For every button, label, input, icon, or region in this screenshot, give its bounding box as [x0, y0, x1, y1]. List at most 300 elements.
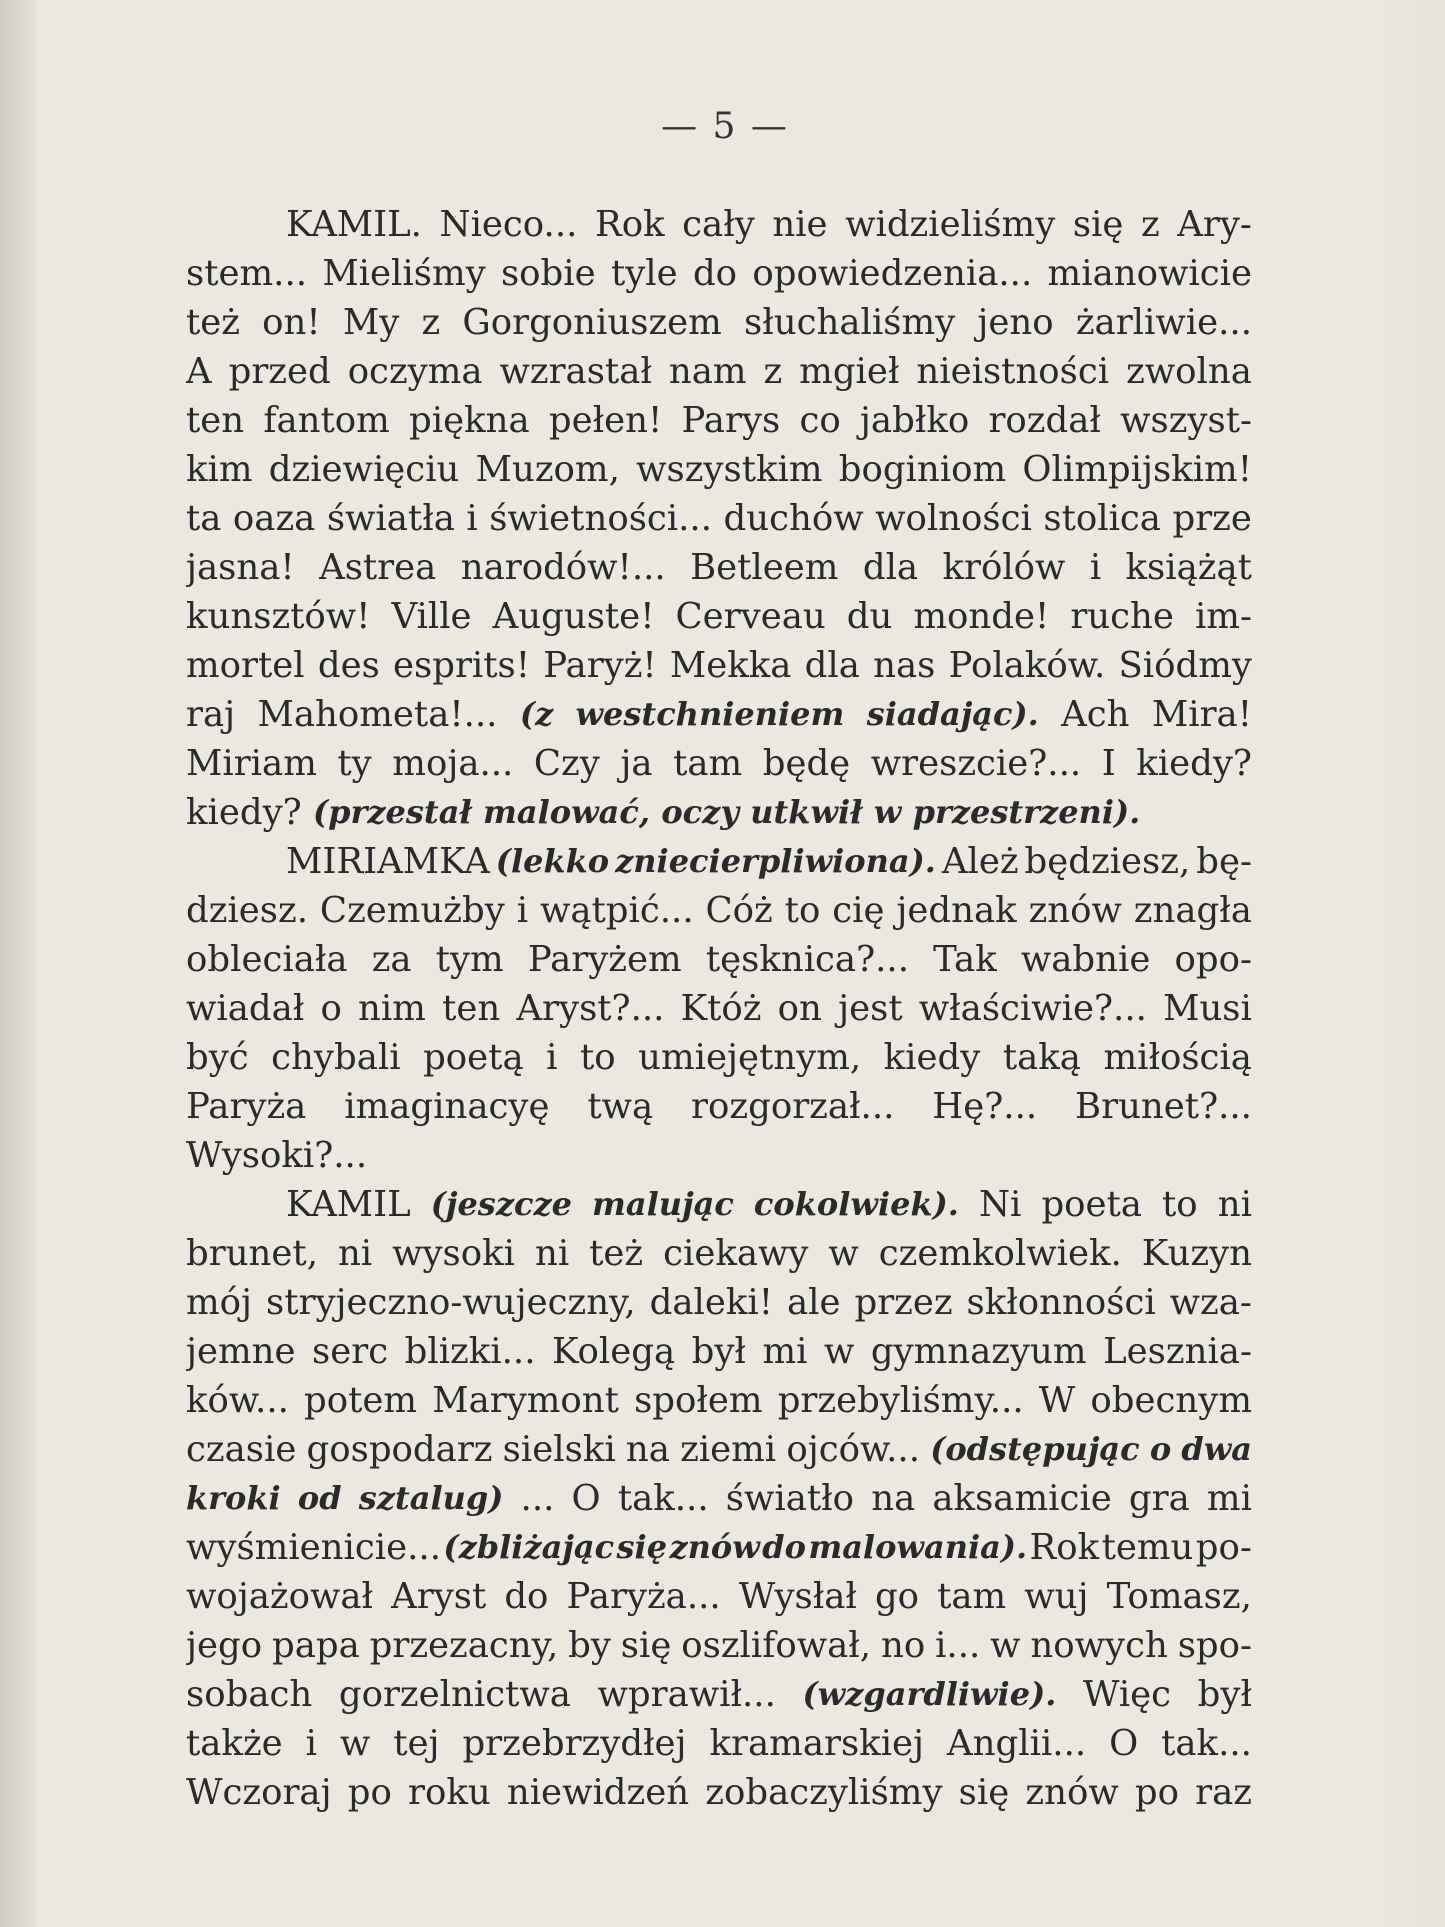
- word: Paryża...: [566, 1576, 721, 1617]
- word: Któż: [680, 988, 762, 1029]
- word: I: [1101, 743, 1116, 784]
- word: Aryst?...: [516, 988, 665, 1029]
- word: kramarskiej: [709, 1723, 925, 1764]
- word: poeta: [1041, 1184, 1142, 1225]
- word: ni: [1217, 1184, 1252, 1225]
- word: być: [186, 1037, 249, 1078]
- word: KAMIL.: [286, 204, 422, 245]
- word: daleki!: [649, 1282, 774, 1323]
- word: wszyst-: [1120, 400, 1252, 441]
- word: mój: [186, 1282, 253, 1323]
- word: mi: [1206, 1478, 1252, 1519]
- word: sobach: [186, 1674, 313, 1715]
- word: mi: [762, 1331, 808, 1372]
- word: O: [1109, 1723, 1139, 1764]
- word: w: [990, 1625, 1021, 1666]
- stage-direction-word: siadając).: [866, 695, 1039, 733]
- word: Muzom,: [475, 449, 620, 490]
- word: nim: [358, 988, 426, 1029]
- word: to: [1162, 1184, 1198, 1225]
- word: KAMIL: [286, 1184, 411, 1225]
- word: wysoki: [392, 1233, 516, 1274]
- word: z: [763, 351, 783, 392]
- word: wprawił...: [597, 1674, 776, 1715]
- word: Wysłał: [738, 1576, 857, 1617]
- word: i: [1089, 547, 1102, 588]
- word: przed: [228, 351, 331, 392]
- word: tam: [673, 743, 743, 784]
- word: aksamicie: [932, 1478, 1112, 1519]
- word: rozgorzał...: [691, 1086, 895, 1127]
- word: Mira!: [1151, 694, 1252, 735]
- word: Anglii...: [947, 1723, 1087, 1764]
- word: wojażował: [186, 1576, 374, 1617]
- text-line: [186, 1768, 1252, 1817]
- word: królów: [942, 547, 1066, 588]
- word: monde!: [913, 596, 1050, 637]
- body-text: [186, 200, 1252, 1817]
- word: wyśmienicie...: [186, 1527, 442, 1568]
- word: dziesz.: [186, 890, 308, 931]
- word: o: [320, 988, 342, 1029]
- word: Ville: [391, 596, 472, 637]
- word: przezacny,: [369, 1625, 559, 1666]
- word: Ary-: [1177, 204, 1252, 245]
- word: się: [620, 1625, 672, 1666]
- text-line: [186, 1425, 1252, 1474]
- word: Mekka: [669, 645, 792, 686]
- word: wzrastał: [499, 351, 652, 392]
- word: opo-: [1174, 939, 1252, 980]
- word: nieistności: [916, 351, 1110, 392]
- word: kiedy: [883, 1037, 981, 1078]
- word: i: [466, 498, 478, 539]
- stage-direction-word: przestrzeni).: [912, 793, 1141, 831]
- word: na: [871, 1478, 916, 1519]
- text-line: [186, 1180, 1252, 1229]
- word: Gorgoniuszem: [462, 302, 722, 343]
- page-gutter-shadow: [0, 0, 38, 1927]
- word: słuchaliśmy: [744, 302, 956, 343]
- text-line: [186, 249, 1252, 298]
- word: jasna!: [186, 547, 295, 588]
- word: skłonności: [966, 1282, 1156, 1323]
- word: oaza: [232, 498, 316, 539]
- stage-direction-word: (jeszcze: [430, 1185, 572, 1223]
- word: Olimpijskim!: [1022, 449, 1252, 490]
- stage-direction-word: w: [873, 793, 902, 831]
- stage-direction-word: (odstępując: [930, 1430, 1140, 1468]
- word: Parys: [681, 400, 781, 441]
- word: spo-: [1177, 1625, 1252, 1666]
- word: Tak: [933, 939, 997, 980]
- word: ten: [442, 988, 501, 1029]
- word: bę-: [1196, 841, 1252, 882]
- word: się: [958, 1772, 1010, 1813]
- text-line: [186, 347, 1252, 396]
- stage-direction-word: (zbliżając: [443, 1528, 615, 1566]
- word-space: [739, 788, 750, 837]
- stage-direction-word: się: [616, 1528, 668, 1566]
- stage-direction-word: kroki: [186, 1479, 281, 1517]
- word-space: [302, 788, 313, 837]
- word: no: [880, 1625, 926, 1666]
- word: papa: [271, 1625, 360, 1666]
- stage-direction-word: do: [762, 1528, 806, 1566]
- word: też: [589, 1233, 644, 1274]
- stage-direction-word: westchnieniem: [575, 695, 845, 733]
- stage-direction-word: malować,: [483, 793, 651, 831]
- word: czemkolwiek.: [878, 1233, 1122, 1274]
- word: im-: [1194, 596, 1252, 637]
- word: żarliwie...: [1075, 302, 1252, 343]
- word: Cerveau: [675, 596, 826, 637]
- word: My: [342, 302, 400, 343]
- text-line: [186, 1082, 1252, 1131]
- word: blizki...: [404, 1331, 536, 1372]
- word: brunet,: [186, 1233, 318, 1274]
- word-space: [472, 788, 483, 837]
- word: wuj: [1024, 1576, 1089, 1617]
- word: sobie: [500, 253, 596, 294]
- word: kiedy?: [1136, 743, 1252, 784]
- word: w: [339, 1723, 371, 1764]
- word: Betleem: [690, 547, 839, 588]
- text-line: [186, 788, 1252, 837]
- word: po-: [1195, 1527, 1252, 1568]
- word: Wysoki?...: [186, 1135, 368, 1176]
- word: co: [799, 400, 841, 441]
- text-line: [186, 200, 1252, 249]
- word: był: [691, 1331, 746, 1372]
- text-line: [186, 1523, 1252, 1572]
- word: by: [568, 1625, 611, 1666]
- word: przebrzydłej: [462, 1723, 687, 1764]
- word: nowych: [1030, 1625, 1168, 1666]
- word: będziesz,: [1024, 841, 1191, 882]
- word: także: [186, 1723, 283, 1764]
- word: po: [347, 1772, 392, 1813]
- word: i: [516, 890, 529, 931]
- word: raj: [186, 694, 236, 735]
- word: stolica: [1043, 498, 1161, 539]
- word: znów: [1025, 1772, 1119, 1813]
- word: wolności: [875, 498, 1032, 539]
- word: Auguste!: [492, 596, 655, 637]
- word: Musi: [1163, 988, 1252, 1029]
- text-line: [186, 935, 1252, 984]
- word: stem...: [186, 253, 308, 294]
- word: tyle: [610, 253, 678, 294]
- word-space: [650, 788, 661, 837]
- word: jest: [838, 988, 903, 1029]
- word: A: [186, 351, 212, 392]
- word: miłością: [1103, 1037, 1252, 1078]
- word: za: [371, 939, 412, 980]
- word: moja...: [392, 743, 514, 784]
- stage-direction-word: od: [297, 1479, 342, 1517]
- text-line: [186, 739, 1252, 788]
- word: ten: [186, 400, 245, 441]
- word: on!: [262, 302, 321, 343]
- text-line: [186, 1572, 1252, 1621]
- stage-direction-word: cokolwiek).: [753, 1185, 959, 1223]
- word: ja: [620, 743, 653, 784]
- stage-direction-word: dwa: [1181, 1430, 1252, 1468]
- text-line: [186, 1131, 1252, 1180]
- word: obecnym: [1090, 1380, 1252, 1421]
- stage-direction-word: (lekko: [495, 842, 610, 880]
- word: umiejętnym,: [638, 1037, 862, 1078]
- word: i: [305, 1723, 317, 1764]
- word: znagła: [1133, 890, 1252, 931]
- word: społem: [634, 1380, 763, 1421]
- stage-direction-word: oczy: [661, 793, 739, 831]
- word: Marymont: [432, 1380, 619, 1421]
- stage-direction-word: (z: [519, 695, 554, 733]
- word: był: [1197, 1674, 1252, 1715]
- word: to: [579, 1037, 616, 1078]
- word: tak...: [1161, 1723, 1252, 1764]
- word: Rok: [1029, 1527, 1100, 1568]
- word: tęsknica?...: [705, 939, 909, 980]
- word: z: [1140, 204, 1160, 245]
- word: esprits!: [393, 645, 531, 686]
- word: po: [1134, 1772, 1179, 1813]
- word: Ach: [1061, 694, 1130, 735]
- text-line: [186, 543, 1252, 592]
- word: Cóż: [705, 890, 773, 931]
- text-line: [186, 298, 1252, 347]
- word: gospodarz: [306, 1429, 493, 1470]
- word: do: [504, 1576, 549, 1617]
- text-line: [186, 837, 1252, 886]
- word: Polaków.: [948, 645, 1106, 686]
- word: wabnie: [1020, 939, 1151, 980]
- stage-direction-word: sztalug): [358, 1479, 504, 1517]
- word: Aryst: [391, 1576, 487, 1617]
- word: na: [625, 1429, 670, 1470]
- stage-direction-word: o: [1149, 1430, 1172, 1468]
- word: oczyma: [347, 351, 483, 392]
- text-line: [186, 1719, 1252, 1768]
- word: zobaczyliśmy: [705, 1772, 943, 1813]
- word: du: [846, 596, 893, 637]
- word: kiedy?: [186, 792, 302, 833]
- word: ta: [186, 498, 222, 539]
- word: on: [777, 988, 822, 1029]
- word: światła: [326, 498, 455, 539]
- word: ale: [786, 1282, 841, 1323]
- word: pełen!: [548, 400, 663, 441]
- word: cały: [682, 204, 755, 245]
- word: Astrea: [319, 547, 437, 588]
- word: Rok: [594, 204, 665, 245]
- word: piękna: [409, 400, 530, 441]
- word: kim: [186, 449, 253, 490]
- word: tym: [435, 939, 504, 980]
- stage-direction-word: (wzgardliwie).: [802, 1675, 1057, 1713]
- word: mortel: [186, 645, 305, 686]
- word: Ni: [978, 1184, 1022, 1225]
- stage-direction-word: zniecierpliwiona).: [615, 842, 936, 880]
- word: obleciała: [186, 939, 348, 980]
- word: nie: [772, 204, 828, 245]
- word: chybali: [271, 1037, 401, 1078]
- word: wszystkim: [636, 449, 823, 490]
- word: Więc: [1082, 1674, 1172, 1715]
- text-line: [186, 1278, 1252, 1327]
- word: ojców...: [786, 1429, 921, 1470]
- word: O: [571, 1478, 601, 1519]
- stage-direction-word: (przestał: [312, 793, 472, 831]
- word: rozdał: [988, 400, 1101, 441]
- word: ni: [337, 1233, 373, 1274]
- word: Ależ: [941, 841, 1019, 882]
- word: Czy: [533, 743, 600, 784]
- word: widzieliśmy: [845, 204, 1056, 245]
- word: przez: [854, 1282, 953, 1323]
- text-line: [186, 592, 1252, 641]
- word: Siódmy: [1118, 645, 1252, 686]
- word: duchów: [723, 498, 864, 539]
- word: się: [1072, 204, 1124, 245]
- word: nam: [668, 351, 747, 392]
- word: Mahometa!...: [257, 694, 498, 735]
- word: narodów!...: [460, 547, 666, 588]
- word: będę: [762, 743, 851, 784]
- word: zwolna: [1126, 351, 1252, 392]
- word: przebyliśmy...: [777, 1380, 1024, 1421]
- word: Kuzyn: [1141, 1233, 1252, 1274]
- word: ni: [534, 1233, 570, 1274]
- stage-direction-word: utkwił: [750, 793, 863, 831]
- word: ty: [337, 743, 372, 784]
- word: gymnazyum: [870, 1331, 1087, 1372]
- word: Lesznia-: [1103, 1331, 1252, 1372]
- word: mianowicie: [1047, 253, 1252, 294]
- word: Nieco...: [439, 204, 578, 245]
- word: jednak: [896, 890, 1017, 931]
- text-line: [186, 886, 1252, 935]
- word: z: [421, 302, 441, 343]
- word: i...: [935, 1625, 981, 1666]
- word: wreszcie?...: [870, 743, 1082, 784]
- word: MIRIAMKA: [286, 841, 490, 882]
- page-number: — 5 —: [661, 106, 789, 147]
- text-line: [186, 494, 1252, 543]
- word: gorzelnictwa: [338, 1674, 571, 1715]
- text-line: [186, 1327, 1252, 1376]
- word: potem: [304, 1380, 418, 1421]
- word: poetą: [423, 1037, 524, 1078]
- text-line: [186, 690, 1252, 739]
- word: ziemi: [680, 1429, 777, 1470]
- word: ciekawy: [663, 1233, 809, 1274]
- word: Tomasz,: [1106, 1576, 1252, 1617]
- word: jego: [186, 1625, 263, 1666]
- text-line: [186, 1229, 1252, 1278]
- word: wiadał: [186, 988, 305, 1029]
- word-space: [901, 788, 912, 837]
- word: taką: [1002, 1037, 1081, 1078]
- word: gra: [1128, 1478, 1190, 1519]
- word: jeno: [977, 302, 1054, 343]
- word: temu: [1101, 1527, 1194, 1568]
- word: prze: [1172, 498, 1252, 539]
- word: tej: [393, 1723, 440, 1764]
- stage-direction-word: znów: [669, 1528, 760, 1566]
- word: Wczoraj: [186, 1772, 332, 1813]
- word: dla: [862, 547, 919, 588]
- word: serc: [312, 1331, 389, 1372]
- word: w: [828, 1233, 859, 1274]
- word: to: [784, 890, 821, 931]
- word: des: [317, 645, 380, 686]
- word: Mieliśmy: [322, 253, 486, 294]
- word: twą: [587, 1086, 654, 1127]
- word-space: [862, 788, 873, 837]
- word: ków...: [186, 1380, 289, 1421]
- word: niewidzeń: [506, 1772, 690, 1813]
- word: Hę?...: [932, 1086, 1038, 1127]
- word: Miriam: [186, 743, 317, 784]
- word: imaginacyę: [344, 1086, 550, 1127]
- word: dziewięciu: [268, 449, 460, 490]
- word: Paryż!: [543, 645, 657, 686]
- word: go: [874, 1576, 920, 1617]
- word: książąt: [1125, 547, 1252, 588]
- text-line: [186, 1474, 1252, 1523]
- text-line: [186, 1670, 1252, 1719]
- word: znów: [1028, 890, 1122, 931]
- text-line: [186, 984, 1252, 1033]
- text-line: [186, 641, 1252, 690]
- word: świetności...: [489, 498, 712, 539]
- word: boginiom: [838, 449, 1007, 490]
- word: mgieł: [799, 351, 900, 392]
- stage-direction-word: malowania).: [808, 1528, 1028, 1566]
- word: Czemużby: [319, 890, 505, 931]
- text-line: [186, 1376, 1252, 1425]
- word: właściwie?...: [918, 988, 1147, 1029]
- word: też: [186, 302, 240, 343]
- word: Brunet?...: [1075, 1086, 1252, 1127]
- word: raz: [1195, 1772, 1252, 1813]
- word: jabłko: [859, 400, 970, 441]
- word: i: [546, 1037, 558, 1078]
- word: sielski: [502, 1429, 616, 1470]
- word: fantom: [263, 400, 390, 441]
- word: cię: [832, 890, 885, 931]
- word: Kolegą: [551, 1331, 676, 1372]
- word: W: [1038, 1380, 1076, 1421]
- word: światło: [725, 1478, 855, 1519]
- word: tak...: [617, 1478, 709, 1519]
- word: roku: [407, 1772, 491, 1813]
- word: oszlifował,: [681, 1625, 872, 1666]
- text-line: [186, 396, 1252, 445]
- word: dla: [804, 645, 860, 686]
- word: stryjeczno-wujeczny,: [266, 1282, 636, 1323]
- word: w: [823, 1331, 855, 1372]
- word: tam: [937, 1576, 1007, 1617]
- word: Paryżem: [527, 939, 682, 980]
- text-line: [186, 445, 1252, 494]
- word: Paryża: [186, 1086, 307, 1127]
- word: wątpić...: [539, 890, 694, 931]
- word: do: [692, 253, 738, 294]
